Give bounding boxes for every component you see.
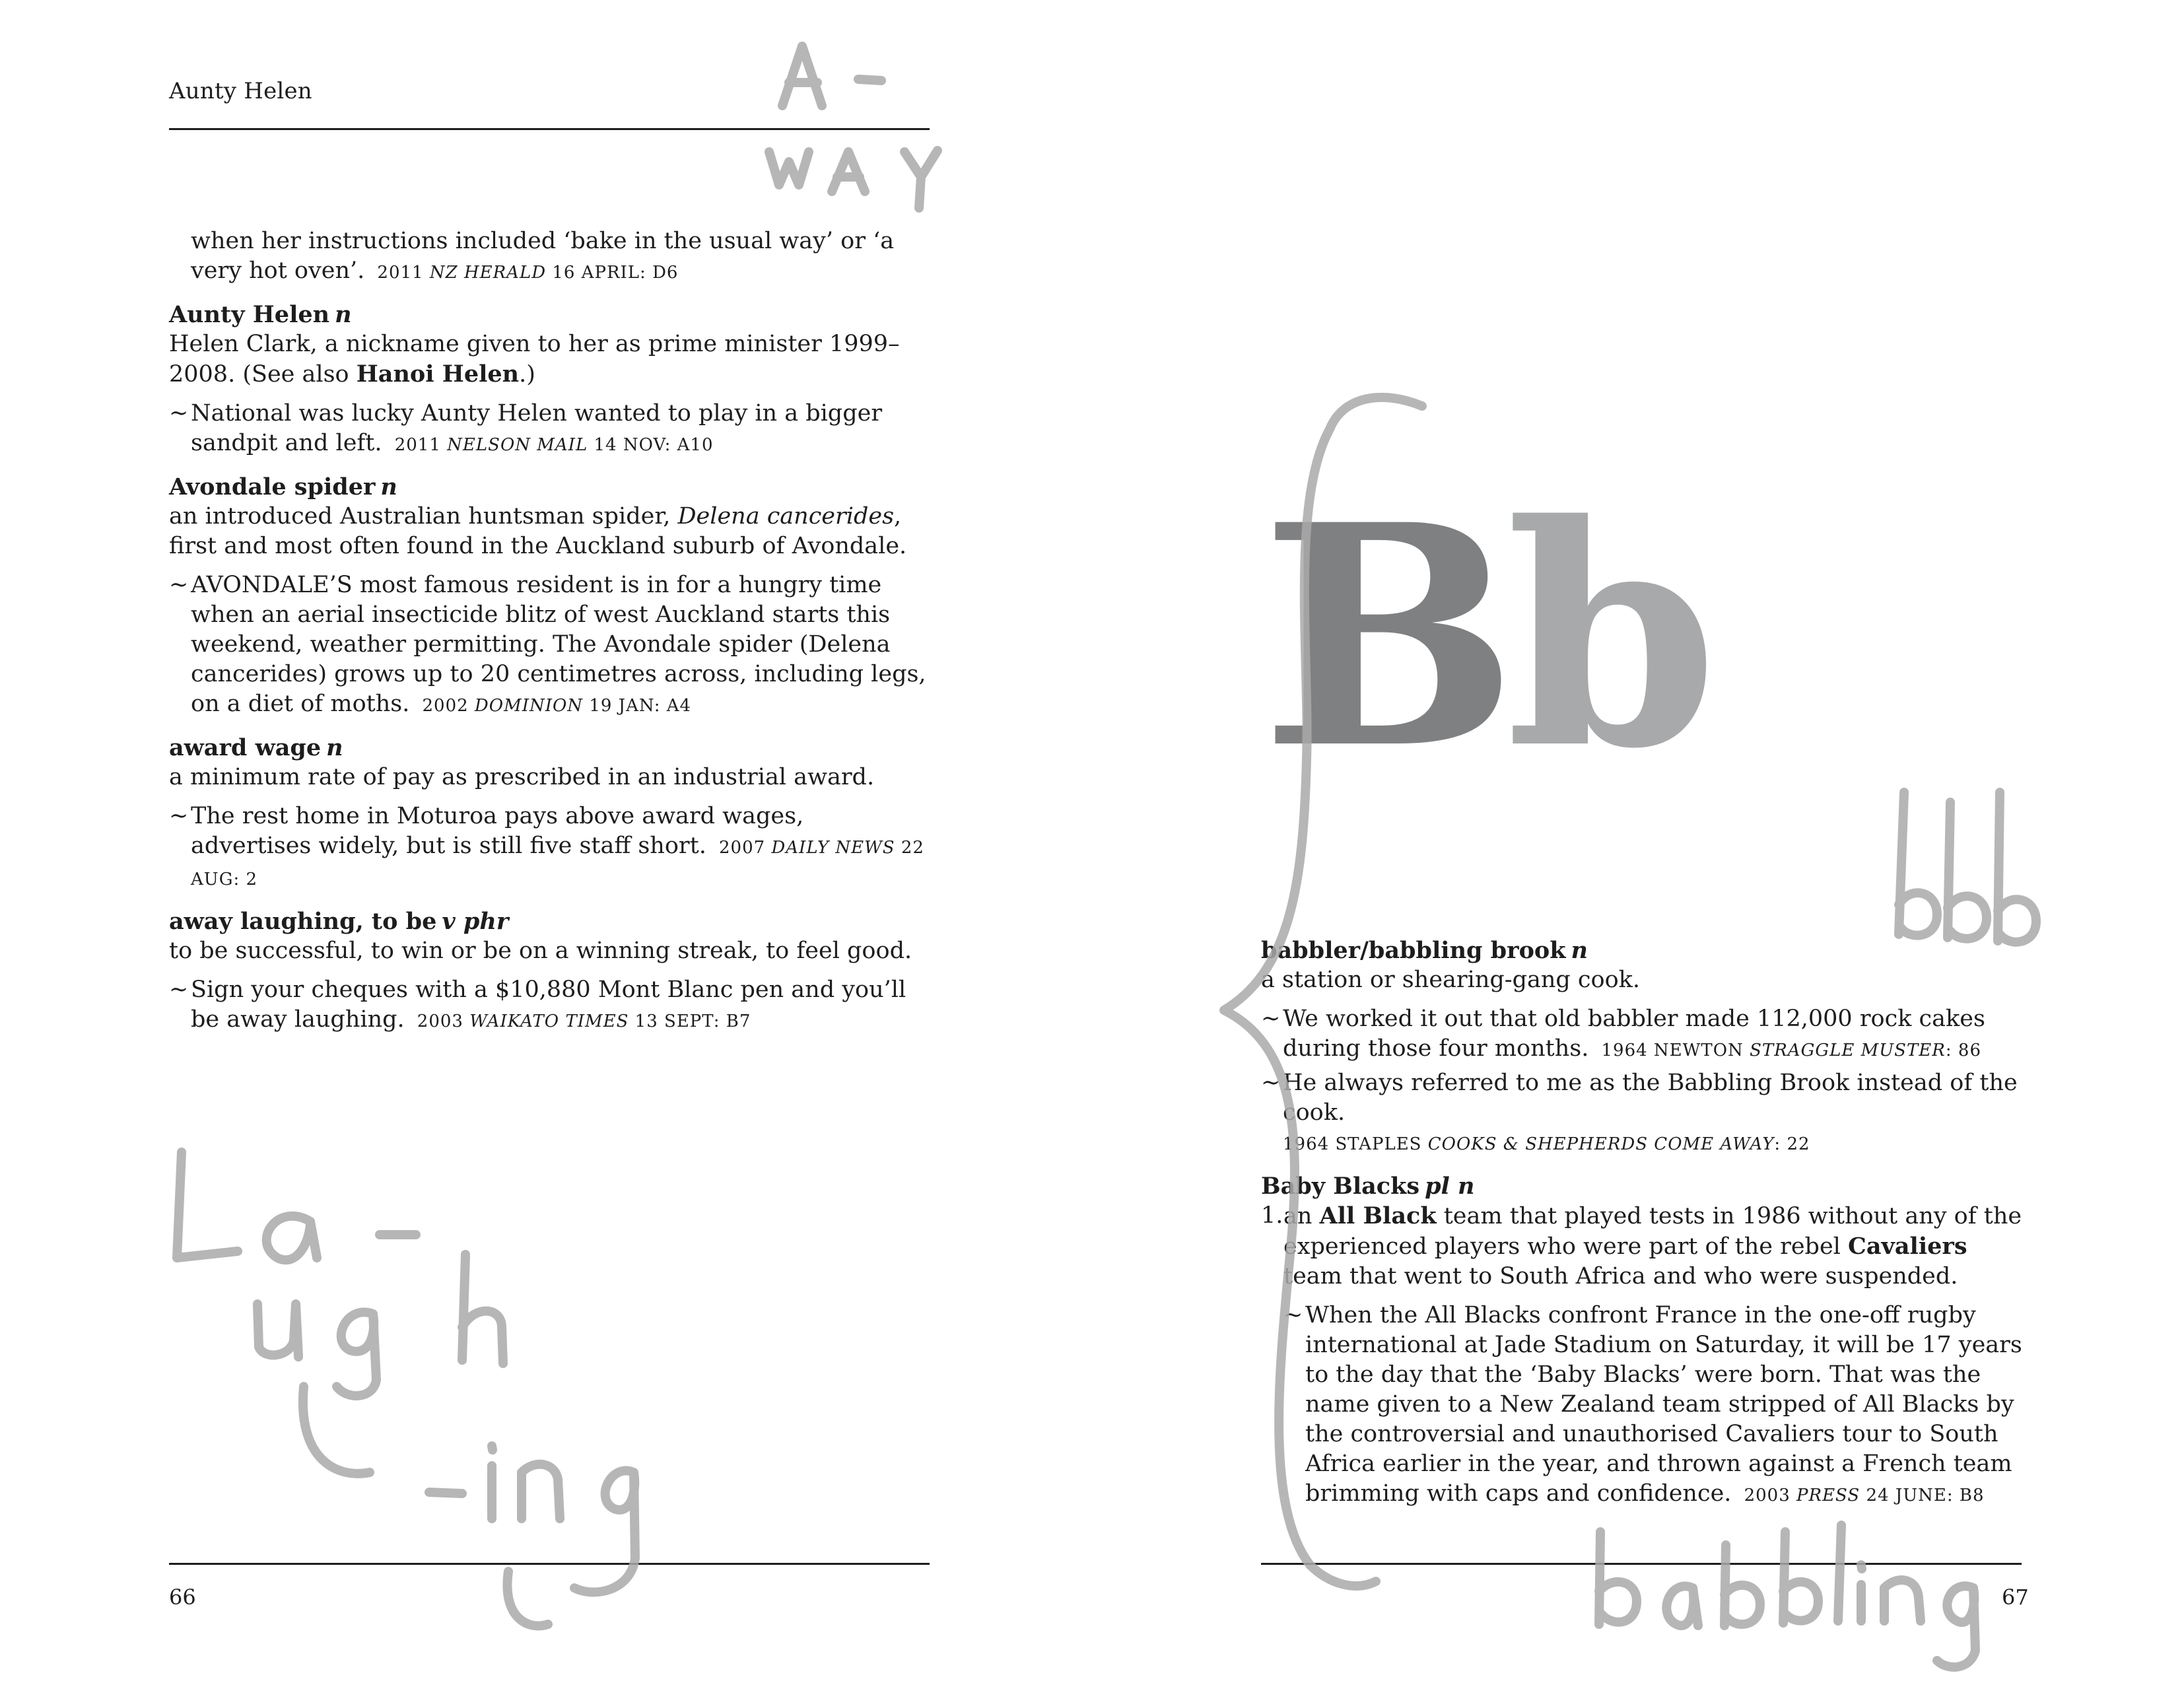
sense-1: 1. an All Black team that played tests in 1986 without any of the experienced players who were part of the rebel Cavaliers team that went to South Africa and who were suspended. [1261, 1202, 2022, 1290]
citation: ~ We worked it out that old babbler made 112,000 rock cakes during those four months. 1964 NEWTON STRAGGLE MUSTER: 86 [1261, 1004, 2027, 1066]
headword: Aunty Helen n [169, 301, 352, 328]
headword: award wage n [169, 734, 343, 761]
entry-baby-blacks [1261, 1171, 2027, 1511]
right-page [1092, 0, 2184, 1685]
citation: ~ The rest home in Moturoa pays above award wages, advertises widely, but is still five staff short. 2007 DAILY NEWS 22 AUG: 2 [169, 802, 928, 895]
running-head: Aunty Helen [169, 78, 312, 104]
section-letter-upper: B [1261, 459, 1506, 815]
cross-reference: Cavaliers [1847, 1233, 1967, 1260]
headword: babbler/babbling brook n [1261, 937, 1588, 964]
citation-source: 2011 NELSON MAIL 14 NOV: A10 [394, 435, 714, 455]
sense-number: 1. [1261, 1202, 1283, 1229]
part-of-speech: pl n [1425, 1173, 1475, 1200]
citation: ~ He always referred to me as the Babbling Brook instead of the cook. 1964 STAPLES COOKS & SHEPHERDS COME AWAY: 22 [1261, 1068, 2027, 1159]
section-letter-lower: b [1505, 459, 1707, 815]
page-number: 66 [169, 1585, 196, 1610]
cross-reference: All Black [1319, 1202, 1437, 1229]
headword: away laughing, to be v phr [169, 908, 509, 935]
citation-source: 2002 DOMINION 19 JAN: A4 [422, 696, 692, 716]
citation-source: 1964 STAPLES COOKS & SHEPHERDS COME AWAY: 22 [1283, 1134, 1810, 1154]
citation: ~ AVONDALE’S most famous resident is in for a hungry time when an aerial insecticide blitz of west Auckland starts this weekend, weather permitting. The Avondale spider (Delena cancerides) grows up to 20 centimetres across, including legs, on a diet of moths. 2002 DOMINION 19 JAN: A4 [169, 570, 928, 721]
bottom-rule [169, 1563, 930, 1565]
citation-source: 2007 DAILY NEWS 22 AUG: 2 [191, 838, 924, 889]
definition: Helen Clark, a nickname given to her as prime minister 1999–2008. (See also Hanoi Helen.) [169, 331, 900, 388]
part-of-speech: n [326, 734, 343, 761]
definition: a minimum rate of pay as prescribed in an industrial award. [169, 764, 875, 790]
entry-avondale-spider [169, 472, 928, 721]
citation: ~ National was lucky Aunty Helen wanted to play in a bigger sandpit and left. 2011 NELSON MAIL 14 NOV: A10 [169, 399, 928, 460]
citation-source: 2003 WAIKATO TIMES 13 SEPT: B7 [417, 1012, 751, 1031]
entry-babbler [1261, 936, 2027, 1159]
continuation-entry [169, 226, 928, 288]
part-of-speech: n [335, 301, 352, 328]
headword: Baby Blacks pl n [1261, 1173, 1475, 1200]
citation-source: 2003 PRESS 24 JUNE: B8 [1744, 1486, 1985, 1505]
part-of-speech: n [380, 473, 397, 500]
headword: Avondale spider n [169, 473, 397, 500]
page-number: 67 [2002, 1585, 2029, 1610]
entry-award-wage [169, 733, 928, 895]
part-of-speech: v phr [442, 908, 509, 935]
bottom-rule [1261, 1563, 2022, 1565]
citation: ~ When the All Blacks confront France in the one-off rugby international at Jade Stadium on Saturday, it will be 17 years to the day that the ‘Baby Blacks’ were born. That was the name given to a New Zealand team stripped of All Blacks by the controversial and unauthorised Cavaliers tour to South Africa earlier in the year, and thrown against a French team brimming with caps and confidence. 2003 PRESS 24 JUNE: B8 [1283, 1301, 2027, 1511]
entry-away-laughing [169, 907, 928, 1037]
right-text-block [1261, 936, 2027, 1523]
section-letter [1261, 459, 1707, 815]
left-text-block [169, 226, 928, 1049]
definition: to be successful, to win or be on a winning streak, to feel good. [169, 938, 912, 964]
definition: a station or shearing-gang cook. [1261, 967, 1641, 993]
citation-source: 2011 NZ HERALD 16 APRIL: D6 [377, 263, 679, 283]
citation-source: 1964 NEWTON STRAGGLE MUSTER: 86 [1601, 1041, 1981, 1060]
cross-reference: Hanoi Helen [356, 361, 520, 388]
entry-aunty-helen [169, 300, 928, 460]
definition: an introduced Australian huntsman spider, Delena cancerides, first and most often found in the Auckland suburb of Avondale. [169, 503, 907, 559]
continuation-text: when her instructions included ‘bake in the usual way’ or ‘a very hot oven’. [191, 228, 895, 284]
part-of-speech: n [1571, 937, 1588, 964]
citation: ~ Sign your cheques with a $10,880 Mont Blanc pen and you’ll be away laughing. 2003 WAIKATO TIMES 13 SEPT: B7 [169, 975, 928, 1037]
top-rule [169, 128, 930, 130]
